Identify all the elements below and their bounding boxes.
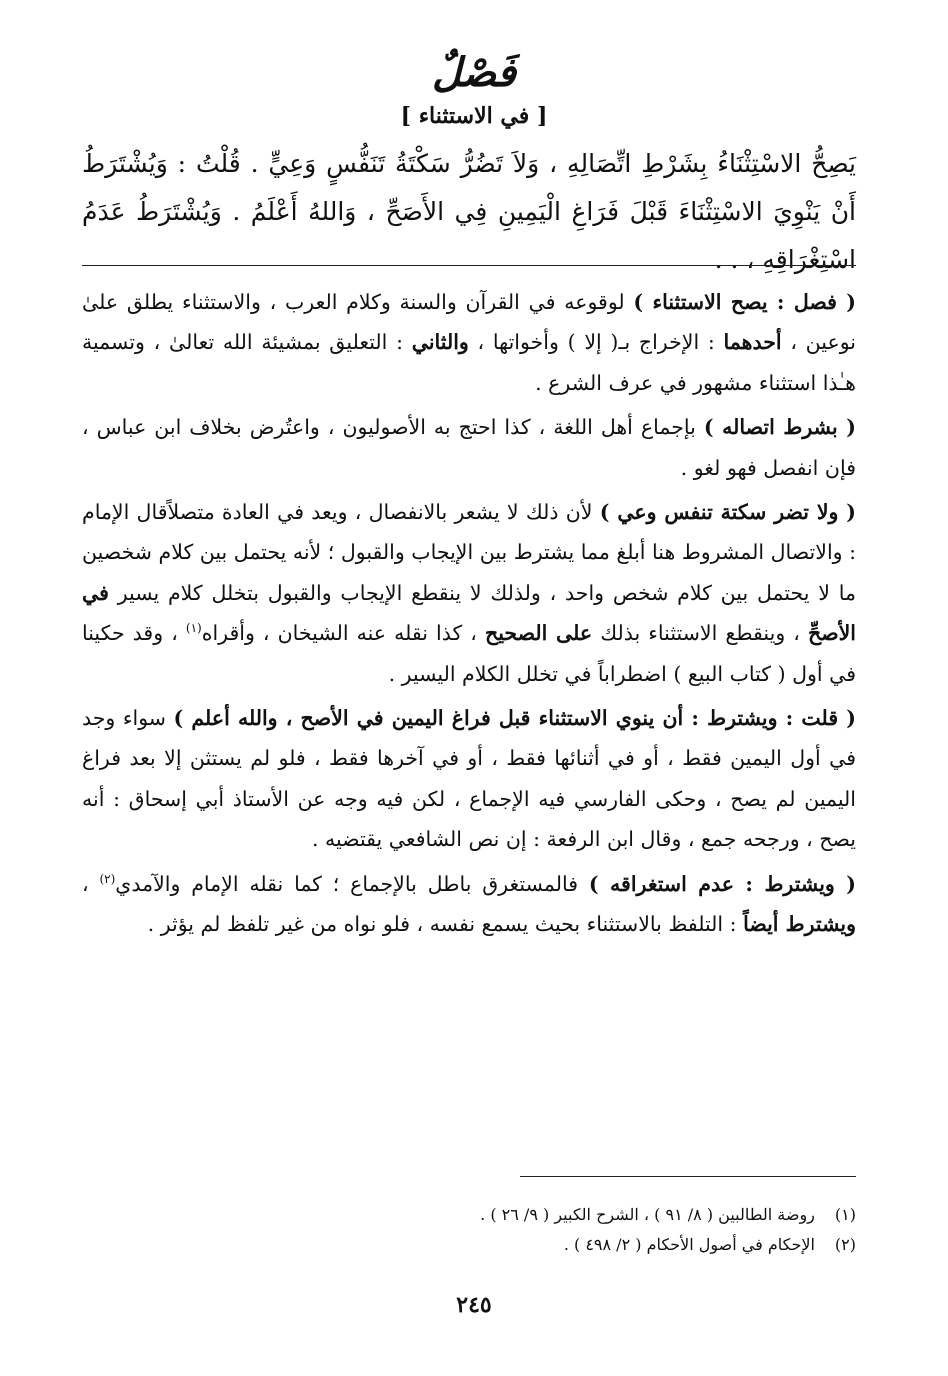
- page-number: ٢٤٥: [456, 1292, 492, 1318]
- commentary-segment: بإجماع أهل اللغة ، كذا احتج به الأصوليون ، واعتُرض بخلاف ابن عباس ، فإن انفصل فهو لغو .: [82, 415, 856, 480]
- quoted-matn: ( قلت : ويشترط : أن ينوي الاستثناء قبل فراغ اليمين في الأصح ، والله أعلم ): [173, 706, 857, 731]
- footnote-2: [300, 1230, 856, 1260]
- commentary-paragraph: [82, 698, 856, 860]
- commentary-segment: ، وينقطع الاستثناء بذلك: [592, 621, 808, 646]
- chapter-heading: فَصْلٌ: [431, 49, 517, 96]
- footnote-ref: (٢): [99, 871, 116, 886]
- commentary-segment: سواء وجد في أول اليمين فقط ، أو في أثنائها فقط ، أو في آخرها فقط ، فلو لم يستثن إلا بعد فراغ اليمين لم يصح ، وحكى الفارسي فيه الإجماع ، لكن فيه وجه عن الأستاذ أبي إسحاق : أنه يصح ، ورجحه جمع ، وقال ابن الرفعة : إن نص الشافعي يقتضيه .: [82, 706, 856, 852]
- commentary-paragraph: [82, 492, 856, 694]
- chapter-subheading: [ في الاستثناء ]: [400, 103, 548, 129]
- commentary-paragraph: [82, 282, 856, 403]
- commentary-segment: ،: [82, 871, 100, 896]
- commentary-segment: فالمستغرق باطل بالإجماع ؛ كما نقله الإمام والآمدي: [115, 871, 589, 896]
- footnote-ref: (١): [185, 621, 202, 636]
- quoted-matn: والثاني: [411, 330, 469, 355]
- quoted-matn: ( ولا تضر سكتة تنفس وعي ): [599, 500, 857, 525]
- quoted-matn: أحدهما: [723, 330, 782, 355]
- footnote-1: [300, 1200, 856, 1230]
- footnote-number: (٢): [834, 1235, 856, 1254]
- commentary-text: [82, 282, 856, 949]
- commentary-segment: لأن ذلك لا يشعر بالانفصال ، ويعد في العادة متصلاً: [167, 500, 600, 525]
- commentary-segment: : الإخراج بـ( إلا ) وأخواتها ،: [468, 330, 724, 355]
- commentary-paragraph: [82, 407, 856, 488]
- footnote-text: الإحكام في أصول الأحكام ( ٢/ ٤٩٨ ) .: [563, 1235, 815, 1254]
- quoted-matn: ( بشرط اتصاله ): [703, 415, 856, 440]
- quoted-matn: ( ويشترط : عدم استغراقه ): [588, 871, 856, 896]
- footnote-separator: [520, 1176, 856, 1177]
- footnotes: [300, 1200, 856, 1260]
- quoted-matn: في الأصحِّ: [82, 580, 856, 646]
- quoted-matn: ( فصل : يصح الاستثناء ): [633, 290, 856, 314]
- main-text: يَصِحُّ الاسْتِثْنَاءُ بِشَرْطِ اتِّصَالِهِ ، وَلاَ تَضُرُّ سَكْتَةُ تَنَفُّسٍ وَعِيٍّ . قُلْتُ : وَيُشْتَرَطُ أَنْ يَنْوِيَ الاسْتِثْنَاءَ قَبْلَ فَرَاغِ الْيَمِينِ فِي الأَصَحِّ ، وَاللهُ أَعْلَمُ . وَيُشْتَرَطُ عَدَمُ اسْتِغْرَاقِهِ ، . .: [82, 149, 856, 274]
- commentary-segment: : التعليق بمشيئة الله تعالىٰ ، وتسمية هـٰذا استثناء مشهور في عرف الشرع .: [82, 330, 856, 395]
- footnote-text: روضة الطالبين ( ٨/ ٩١ ) ، الشرح الكبير ( ٩/ ٢٦ ) .: [480, 1205, 815, 1224]
- quoted-matn: على الصحيح: [484, 621, 593, 646]
- commentary-segment: : التلفظ بالاستثناء بحيث يسمع نفسه ، فلو نواه من غير تلفظ لم يؤثر .: [147, 912, 744, 937]
- divider-line: [82, 265, 856, 266]
- commentary-segment: لوقوعه في القرآن والسنة وكلام العرب ، والاستثناء يطلق علىٰ نوعين ،: [82, 290, 856, 355]
- commentary-segment: قال الإمام : والاتصال المشروط هنا أبلغ مما يشترط بين الإيجاب والقبول ؛ لأنه يحتمل بين كلام شخصين ما لا يحتمل بين كلام شخص واحد ، ولذلك لا ينقطع الإيجاب والقبول بتخلل كلام يسير: [82, 500, 856, 605]
- commentary-segment: ، كذا نقله عنه الشيخان ، وأقراه: [201, 621, 485, 646]
- commentary-segment: ، وقد حكينا في أول ( كتاب البيع ) اضطراباً في تخلل الكلام اليسير .: [82, 621, 856, 686]
- commentary-paragraph: [82, 864, 856, 945]
- quoted-matn: ويشترط أيضاً: [743, 912, 856, 937]
- footnote-number: (١): [834, 1205, 856, 1224]
